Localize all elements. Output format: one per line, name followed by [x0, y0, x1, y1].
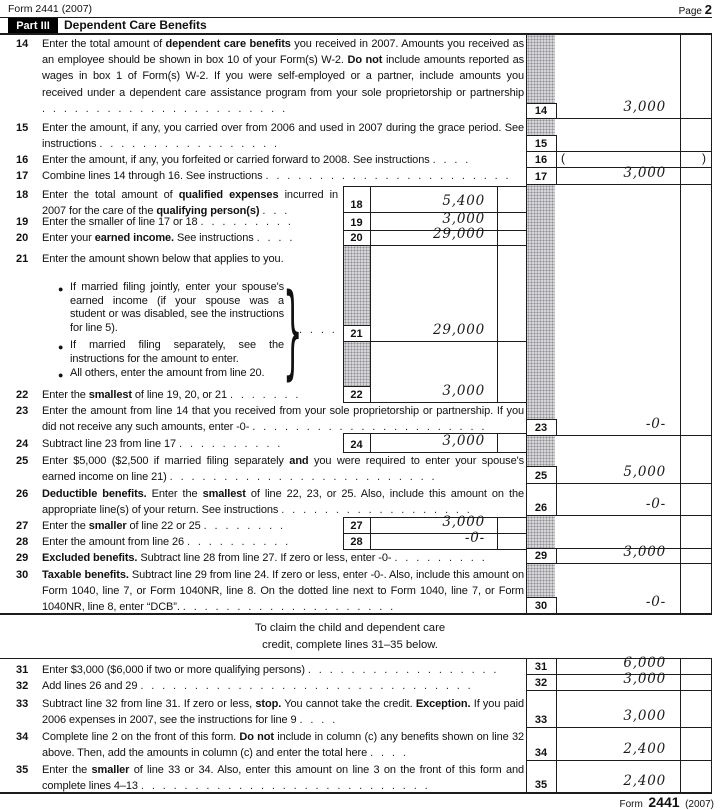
line-34-amount[interactable]: 2,400 — [623, 741, 666, 757]
line-19-amount[interactable]: 3,000 — [442, 211, 485, 227]
note-line-1: To claim the child and dependent care — [254, 622, 446, 634]
line-16-text: Enter the amount, if any, you forfeited or carried forward to 2008. See instructions . . . . — [42, 154, 469, 166]
shaded-cell — [527, 35, 555, 103]
line-21-text: Enter the amount shown below that applies to you. — [42, 253, 284, 265]
table-line — [526, 515, 712, 516]
dot-leader: . . . . — [256, 232, 293, 244]
part-iii-badge: Part III — [8, 18, 58, 33]
line-24-amount[interactable]: 3,000 — [442, 433, 485, 449]
form-id-header: Form 2441 (2007) — [8, 3, 93, 15]
dot-leader: . . . . . . . . . . . . . . . . . . . . — [182, 601, 394, 614]
line-31-label: 31 — [16, 664, 29, 676]
table-line — [711, 34, 712, 614]
brace-glyph: } — [283, 273, 303, 393]
table-line — [343, 341, 526, 342]
dot-leader: . . . . . . . . . . . . . . . . . . . . . . . — [42, 102, 286, 115]
line-29-text: Excluded benefits. Subtract line 28 from line 27. If zero or less, enter -0- . . . . . . . . . — [42, 552, 485, 564]
line-25-box-number: 25 — [534, 470, 548, 482]
line-17-label: 17 — [16, 170, 29, 182]
paren-close: ) — [702, 151, 706, 165]
line-28-box-number: 28 — [350, 536, 363, 548]
table-line — [711, 658, 712, 793]
line-15-label: 15 — [16, 122, 29, 134]
note-line-2: credit, complete lines 31–35 below. — [262, 639, 438, 651]
table-line — [680, 34, 681, 614]
dot-leader: . . . . . . . . — [203, 520, 283, 532]
dot-leader: . . . . . . . . . . . . . . . . . . . . . . . — [265, 170, 509, 182]
shaded-cell — [527, 185, 555, 419]
line-19-text: Enter the smaller of line 17 or 18 . . . . . . . . . — [42, 216, 291, 228]
line-33-label: 33 — [16, 698, 29, 710]
dot-leader: . . . . . . . . . . . . . . . . . . . . . . — [252, 421, 485, 434]
line-28-amount[interactable]: -0- — [464, 530, 485, 546]
line-20-amount[interactable]: 29,000 — [432, 226, 485, 242]
paren-open: ( — [561, 151, 565, 165]
line-23-box-number: 23 — [534, 422, 548, 434]
dot-leader: . . . . — [370, 747, 406, 760]
claim-credit-note — [225, 620, 475, 654]
dot-leader: . . . . . . . . . . . . . . . . . . — [307, 664, 497, 676]
line-30-amount[interactable]: -0- — [645, 594, 666, 610]
line-33-amount[interactable]: 3,000 — [623, 708, 666, 724]
line-29-label: 29 — [16, 552, 29, 564]
line-23-amount[interactable]: -0- — [645, 416, 666, 432]
line-31-box-number: 31 — [534, 661, 548, 673]
table-line — [497, 186, 498, 402]
line-35-text: Enter the smaller of line 33 or 34. Also, enter this amount on line 3 on the front of this form and complete lines 4–13 . . . . . . . . . . . . . . . . . . . . . . . . . . . — [42, 764, 524, 793]
line-35-amount[interactable]: 2,400 — [623, 773, 666, 789]
line-22-text: Enter the smallest of line 19, 20, or 21 . . . . . . . — [42, 389, 299, 401]
line-23-text: Enter the amount from line 14 that you received from your sole proprietorship or partnership. If you did not receive any such amounts, enter -0- . . . . . . . . . . . . . . . . . . . . . . — [42, 405, 524, 434]
line-14-text: Enter the total amount of dependent care benefits you received in 2007. Amounts you received as an employee should be shown in box 10 of your Form(s) W-2. Do not include amounts reported as wages in box 1 of Form(s) W-2. If you were self-employed or a partner, include amounts you received under a dependent care assistance program from your sole proprietorship or partnership . . . . . . . . . . . . . . . . . . . . . . . — [42, 38, 524, 115]
dot-leader: . . . . — [432, 154, 469, 166]
table-line — [526, 435, 712, 436]
line-22-amount[interactable]: 3,000 — [442, 383, 485, 399]
footer-form-year: (2007) — [685, 799, 714, 810]
line-25-label: 25 — [16, 455, 29, 467]
line-22-label: 22 — [16, 389, 29, 401]
line-14-box-number: 14 — [534, 105, 548, 117]
line-34-box-number: 34 — [534, 747, 548, 759]
line-17-box-number: 17 — [534, 171, 548, 183]
line-24-text: Subtract line 23 from line 17 . . . . . . . . . . — [42, 438, 281, 450]
table-line — [526, 118, 712, 119]
line-21-bullet-3: All others, enter the amount from line 20. — [70, 367, 265, 379]
line-34-label: 34 — [16, 731, 29, 743]
line-24-label: 24 — [16, 438, 29, 450]
shaded-cell — [527, 564, 555, 597]
shaded-cell — [527, 436, 555, 466]
line-15-box-number: 15 — [534, 138, 548, 150]
line-19-label: 19 — [16, 216, 29, 228]
line-35-label: 35 — [16, 764, 29, 776]
line-22-box-number: 22 — [350, 389, 363, 401]
line-27-label: 27 — [16, 520, 29, 532]
footer-form-word: Form — [619, 799, 643, 810]
dot-leader: . . . . . . . . . . — [179, 438, 281, 450]
table-line — [526, 760, 712, 761]
line-29-amount[interactable]: 3,000 — [623, 544, 666, 560]
shaded-cell — [527, 119, 555, 135]
divider — [0, 33, 712, 35]
line-34-text: Complete line 2 on the front of this form. Do not include in column (c) any benefits shown on line 32 above. Then, add the amounts in column (c) and enter the total here . . . . — [42, 731, 524, 760]
line-27-text: Enter the smaller of line 22 or 25 . . . . . . . . — [42, 520, 283, 532]
bullet-icon: ● — [58, 284, 64, 294]
table-line — [526, 483, 712, 484]
line-29-box-number: 29 — [534, 550, 548, 562]
line-17-text: Combine lines 14 through 16. See instructions . . . . . . . . . . . . . . . . . . . . . . . — [42, 170, 509, 182]
line-18-text: Enter the total amount of qualified expenses incurred in 2007 for the care of the qualifying person(s) . . . — [42, 189, 338, 218]
dot-leader: . . . . . . . . . . . . . . . . . . . . . . . . . . . . . . . — [140, 680, 471, 692]
line-18-box-number: 18 — [350, 199, 363, 211]
line-25-text: Enter $5,000 ($2,500 if married filing separately and you were required to enter your spouse's earned income on line 21) . . . . . . . . . . . . . . . . . . . . . . . . . — [42, 455, 524, 484]
table-line — [526, 690, 712, 691]
form-footer — [619, 794, 714, 810]
dot-leader: . . . . . . . . . . . . . . . . . . . . . . . . . . . — [140, 780, 428, 793]
line-14-amount[interactable]: 3,000 — [623, 99, 666, 115]
line-30-box-number: 30 — [534, 600, 548, 612]
line-21-amount[interactable]: 29,000 — [432, 322, 485, 338]
line-16-box-number: 16 — [534, 154, 548, 166]
line-14-label: 14 — [16, 38, 29, 50]
line-32-text: Add lines 26 and 29 . . . . . . . . . . . . . . . . . . . . . . . . . . . . . . . — [42, 680, 471, 692]
footer-form-number: 2441 — [648, 794, 680, 810]
line-35-box-number: 35 — [534, 779, 548, 791]
line-26-amount[interactable]: -0- — [645, 496, 666, 512]
line-27-amount[interactable]: 3,000 — [442, 514, 485, 530]
dot-leader: . . . . . . . . . . . . . . . . . — [99, 138, 277, 151]
table-line — [526, 563, 712, 564]
line-20-label: 20 — [16, 232, 29, 244]
line-17-amount[interactable]: 3,000 — [623, 165, 666, 181]
dot-leader: . . . — [262, 205, 288, 218]
line-27-box-number: 27 — [350, 520, 363, 532]
page-number — [679, 2, 712, 17]
dot-leader: . . . . . . . — [229, 389, 299, 401]
line-31-text: Enter $3,000 ($6,000 if two or more qualifying persons) . . . . . . . . . . . . . . . . . . — [42, 664, 497, 676]
line-32-box-number: 32 — [534, 677, 548, 689]
line-33-box-number: 33 — [534, 714, 548, 726]
dot-leader: . . . . — [299, 324, 335, 336]
line-21-box-number: 21 — [350, 328, 363, 340]
line-24-box-number: 24 — [350, 439, 363, 451]
dot-leader: . . . . — [299, 714, 336, 727]
dot-leader: . . . . . . . . . — [200, 216, 291, 228]
line-25-amount[interactable]: 5,000 — [623, 464, 666, 480]
page-num: 2 — [704, 2, 712, 17]
line-26-text: Deductible benefits. Enter the smallest of line 22, 23, or 25. Also, include this amount on the appropriate line(s) of your return. See instructions . . . . . . . . . . . . . . . . . . — [42, 488, 524, 517]
line-33-text: Subtract line 32 from line 31. If zero or less, stop. You cannot take the credit. Exception. If you paid 2006 expenses in 2007, see the instructions for line 9 . . . . — [42, 698, 524, 727]
line-32-amount[interactable]: 3,000 — [623, 671, 666, 687]
line-21-bullet-1: If married filing jointly, enter your spouse's earned income (if your spouse was a student or was disabled, see the instructions for line 5). — [70, 281, 284, 334]
line-18-label: 18 — [16, 189, 29, 201]
line-32-label: 32 — [16, 680, 29, 692]
shaded-cell — [527, 516, 555, 548]
line-19-box-number: 19 — [350, 217, 363, 229]
line-31-amount[interactable]: 6,000 — [623, 655, 666, 671]
line-21-label: 21 — [16, 253, 29, 265]
line-15-text: Enter the amount, if any, you carried over from 2006 and used in 2007 during the grace period. See instructions . . . . . . . . . . . . . . . . . — [42, 122, 524, 151]
dot-leader: . . . . . . . . . . . . . . . . . . . . . . . . . — [169, 471, 435, 484]
table-line — [343, 186, 526, 187]
dot-leader: . . . . . . . . . . . . . . . . . . — [281, 504, 470, 517]
table-line — [526, 184, 712, 185]
bullet-icon: ● — [58, 370, 64, 380]
line-30-text: Taxable benefits. Subtract line 29 from line 24. If zero or less, enter -0-. Also, include this amount on Form 1040, line 7, or Form 1040NR, line 8. On the dotted line next to Form 1040, line 7, or Form 1040NR, line 8, enter “DCB”. . . . . . . . . . . . . . . . . . . . . — [42, 569, 524, 614]
page-word: Page — [678, 6, 702, 17]
dot-leader: . . . . . . . . . — [394, 552, 485, 564]
bullet-icon: ● — [58, 342, 64, 352]
line-20-text: Enter your earned income. See instructions . . . . — [42, 232, 293, 244]
table-line — [680, 658, 681, 793]
line-23-label: 23 — [16, 405, 29, 417]
line-20-box-number: 20 — [350, 232, 363, 244]
shaded-cell — [344, 342, 370, 386]
line-30-label: 30 — [16, 569, 29, 581]
line-18-amount[interactable]: 5,400 — [442, 193, 485, 209]
shaded-cell — [344, 246, 370, 325]
line-28-label: 28 — [16, 536, 29, 548]
line-26-box-number: 26 — [534, 502, 548, 514]
line-26-label: 26 — [16, 488, 29, 500]
table-line — [526, 727, 712, 728]
line-28-text: Enter the amount from line 26 . . . . . . . . . . — [42, 536, 289, 548]
dot-leader: . . . . . . . . . . — [186, 536, 289, 548]
part-iii-title: Dependent Care Benefits — [64, 18, 207, 32]
table-line — [343, 245, 526, 246]
line-16-label: 16 — [16, 154, 29, 166]
line-21-bullet-2: If married filing separately, see the instructions for the amount to enter. — [70, 339, 284, 365]
